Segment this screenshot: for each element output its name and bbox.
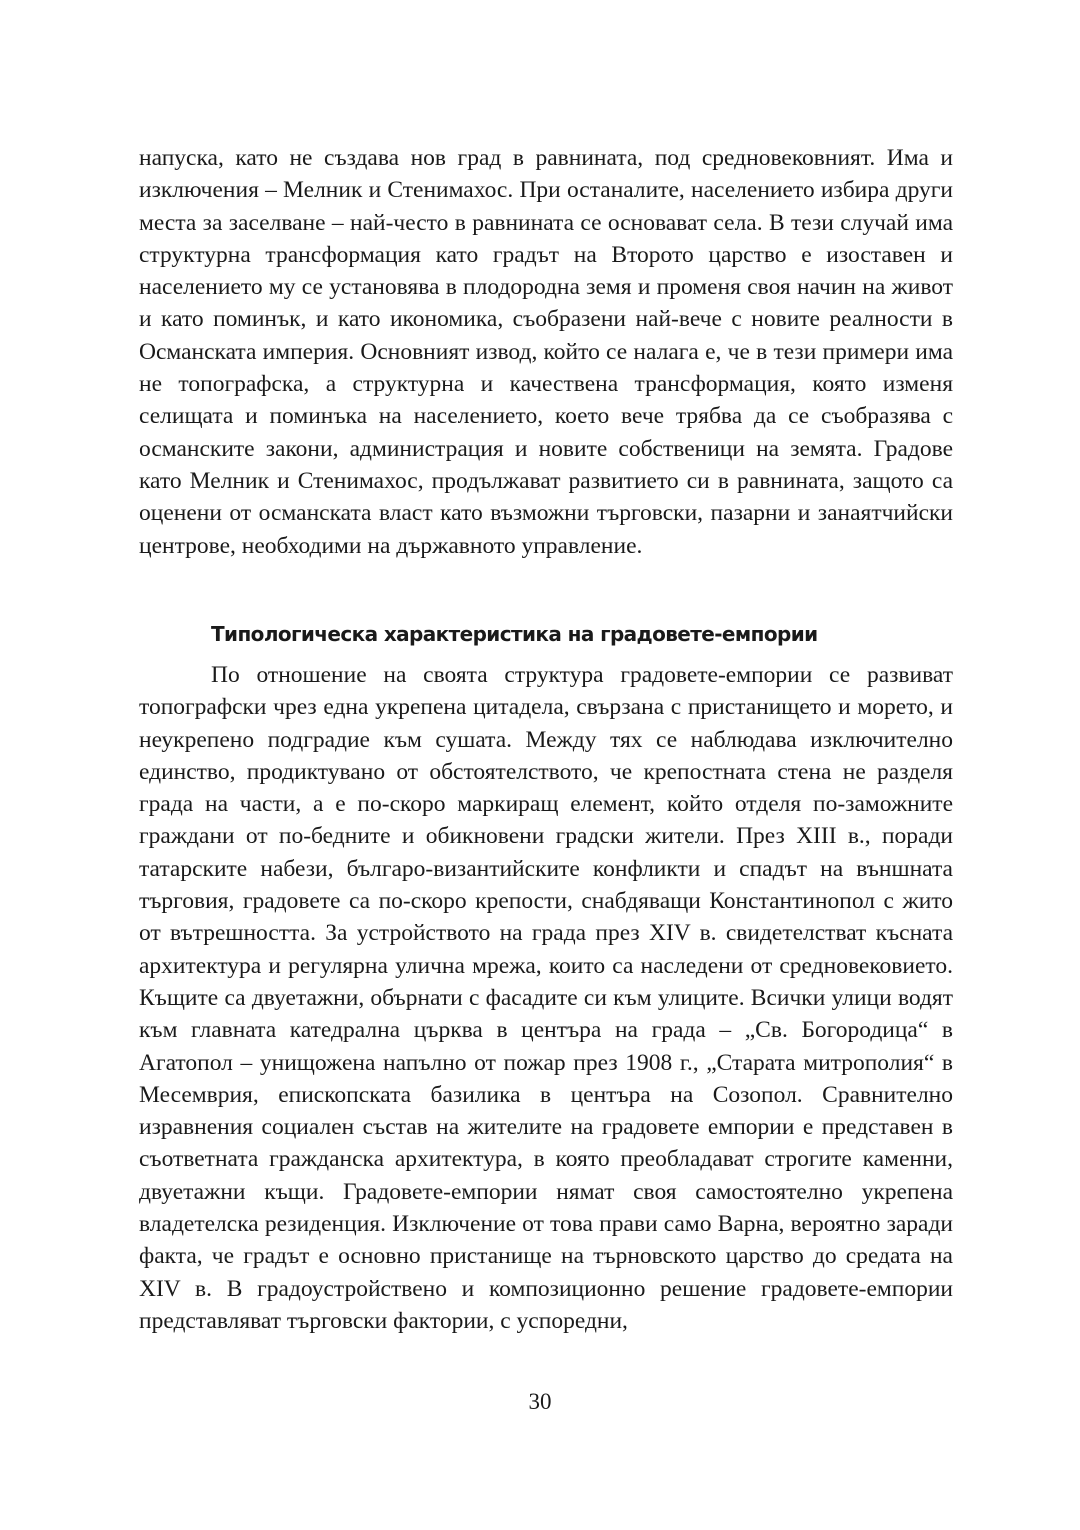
body-paragraph-2: По отношение на своята структура градовете-емпории се развиват топографски чрез една укрепена цитадела, свързана с пристанището и морето, и неукрепено подградие към сушата. Между тях се наблюдава изключително единство, продиктувано от обстоятелството, че крепостната стена не разделя града на части, а е по-скоро маркиращ елемент, който отделя по-заможните граждани от по-бедните и обикновени градски жители. През XIII в., поради татарските набези, българо-византийските конфликти и спадът на външната търговия, градовете са по-скоро крепости, снабдяващи Константинопол с жито от вътрешността. За устройството на града през XIV в. свидетелстват късната архитектура и регулярна улична мрежа, които са наследени от средновековието. Къщите са двуетажни, обърнати с фасадите си към улиците. Всички улици водят към главната катедрална църква в центъра на града – „Св. Богородица“ в Агатопол – унищожена напълно от пожар през 1908 г., „Старата митрополия“ в Месемврия, епископската базилика в центъра на Созопол. Сравнително изравнения социален състав на жителите на градовете емпории е представен в съответната гражданска архитектура, в която преобладават строгите каменни, двуетажни къщи. Градовете-емпории нямат своя самостоятелно укрепена владетелска резиденция. Изключение от това прави само Варна, вероятно заради факта, че градът е основно пристанище на търновското царство до средата на XIV в. В градоустройствено и композиционно решение градовете-емпории представляват търговски фактории, с успоредни, bbox=[139, 662, 953, 1334]
page-number: 30 bbox=[528, 1389, 552, 1414]
body-paragraph-1: напуска, като не създава нов град в равнината, под средновековният. Има и изключения – Мелник и Стенимахос. При останалите, населението избира други места за заселване – най-често в равнината се основават села. В тези случай има структурна трансформация като градът на Второто царство е изоставен и населението му се установява в плодородна земя и променя своя начин на живот и като поминък, и като икономика, съобразени най-вече с новите реалности в Османската империя. Основният извод, който се налага е, че в тези примери има не топографска, а структурна и качествена трансформация, която изменя селищата и поминъка на населението, което вече трябва да се съобразява с османските закони, администрация и новите собственици на земята. Градове като Мелник и Стенимахос, продължават развитието си в равнината, защото са оценени от османската власт като възможни търговски, пазарни и занаятчийски центрове, необходими на държавното управление. bbox=[139, 145, 953, 559]
section-heading: Типологическа характеристика на градовете-емпории bbox=[211, 622, 818, 646]
